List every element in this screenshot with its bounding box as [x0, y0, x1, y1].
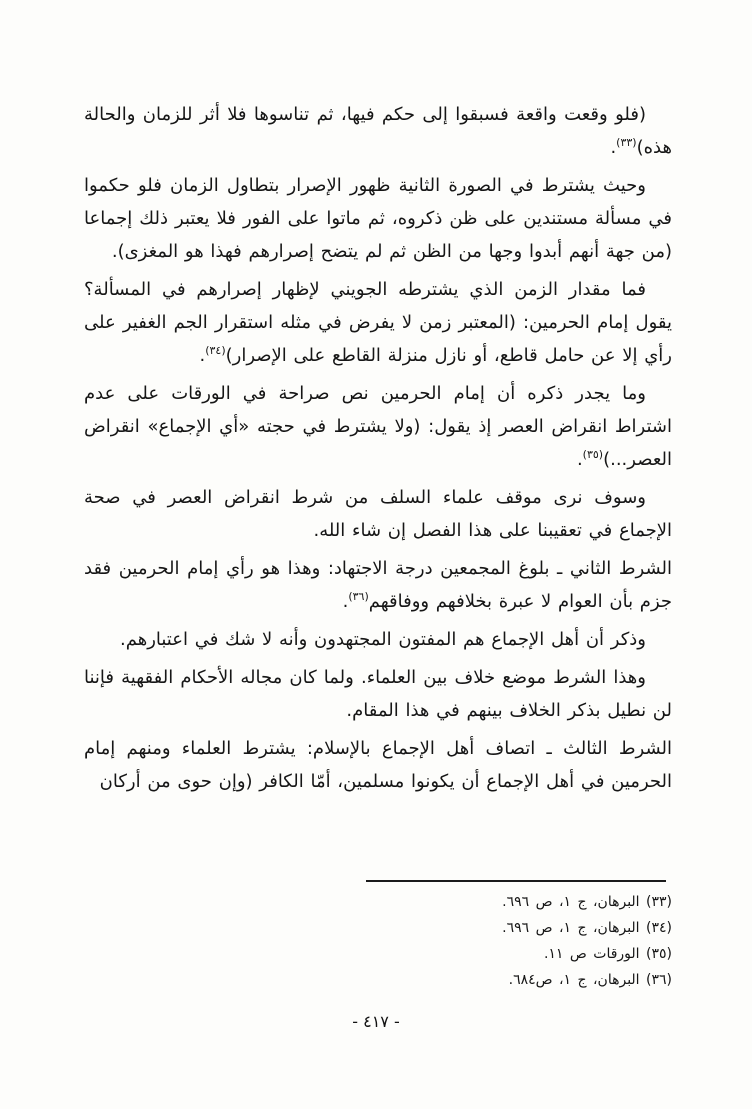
paragraph-9-shart-thalith-heading: الشرط الثالث ـ اتصاف أهل الإجماع بالإسلام: يشترط العلماء ومنهم إمام الحرمين في أهل الإجماع أن يكونوا مسلمين، أمّا الكافر (وإن حوى من أركان — [84, 738, 672, 792]
paragraph-8: وهذا الشرط موضع خلاف بين العلماء. ولما كان مجاله الأحكام الفقهية فإننا لن نطيل بذكر الخلاف بينهم في هذا المقام. — [84, 667, 672, 721]
paragraph-6-sharṭ-thani-heading: الشرط الثاني ـ بلوغ المجمعين درجة الاجتهاد: وهذا هو رأي إمام الحرمين فقد جزم بأن العوام لا عبرة بخلافهم ووفاقهم$^{(٣٦)}$. — [84, 558, 672, 612]
footnotes-section — [84, 880, 672, 993]
page-body-text — [84, 98, 672, 803]
footnote-35: (٣٥) الورقات ص ١١. — [543, 946, 672, 962]
footnote-36: (٣٦) البرهان، ج ١، ص٦٨٤. — [508, 972, 672, 988]
paragraph-1: (فلو وقعت واقعة فسبقوا إلى حكم فيها، ثم تناسوها فلا أثر للزمان والحالة هذه)$^{(٣٣)}$. — [84, 104, 672, 158]
footnote-34: (٣٤) البرهان، ج ١، ص ٦٩٦. — [502, 920, 672, 936]
footnote-separator-line — [366, 880, 666, 882]
paragraph-7: وذكر أن أهل الإجماع هم المفتون المجتهدون وأنه لا شك في اعتبارهم. — [120, 629, 646, 650]
paragraph-3: فما مقدار الزمن الذي يشترطه الجويني لإظهار إصرارهم في المسألة؟ يقول إمام الحرمين: (المعتبر زمن لا يفرض في مثله استقرار الجم الغفير على رأي إلا عن حامل قاطع، أو نازل منزلة القاطع على الإصرار)$^{(٣٤)}$. — [84, 279, 672, 366]
paragraph-4: وما يجدر ذكره أن إمام الحرمين نص صراحة في الورقات على عدم اشتراط انقراض العصر إذ يقول: (ولا يشترط في حجته «أي الإجماع» انقراض العصر...)$^{(٣٥)}$. — [84, 383, 672, 470]
paragraph-5: وسوف نرى موقف علماء السلف من شرط انقراض العصر في صحة الإجماع في تعقيبنا على هذا الفصل إن شاء الله. — [84, 487, 672, 541]
page-number: - ٤١٧ - — [352, 1012, 400, 1031]
footnote-33: (٣٣) البرهان، ج ١، ص ٦٩٦. — [502, 894, 672, 910]
paragraph-2: وحيث يشترط في الصورة الثانية ظهور الإصرار بتطاول الزمان فلو حكموا في مسألة مستندين على ظن ذكروه، ثم ماتوا على الفور فلا يعتبر ذلك إجماعا (من جهة أنهم أبدوا وجها من الظن ثم لم يتضح إصرارهم فهذا هو المغزى). — [84, 175, 672, 262]
